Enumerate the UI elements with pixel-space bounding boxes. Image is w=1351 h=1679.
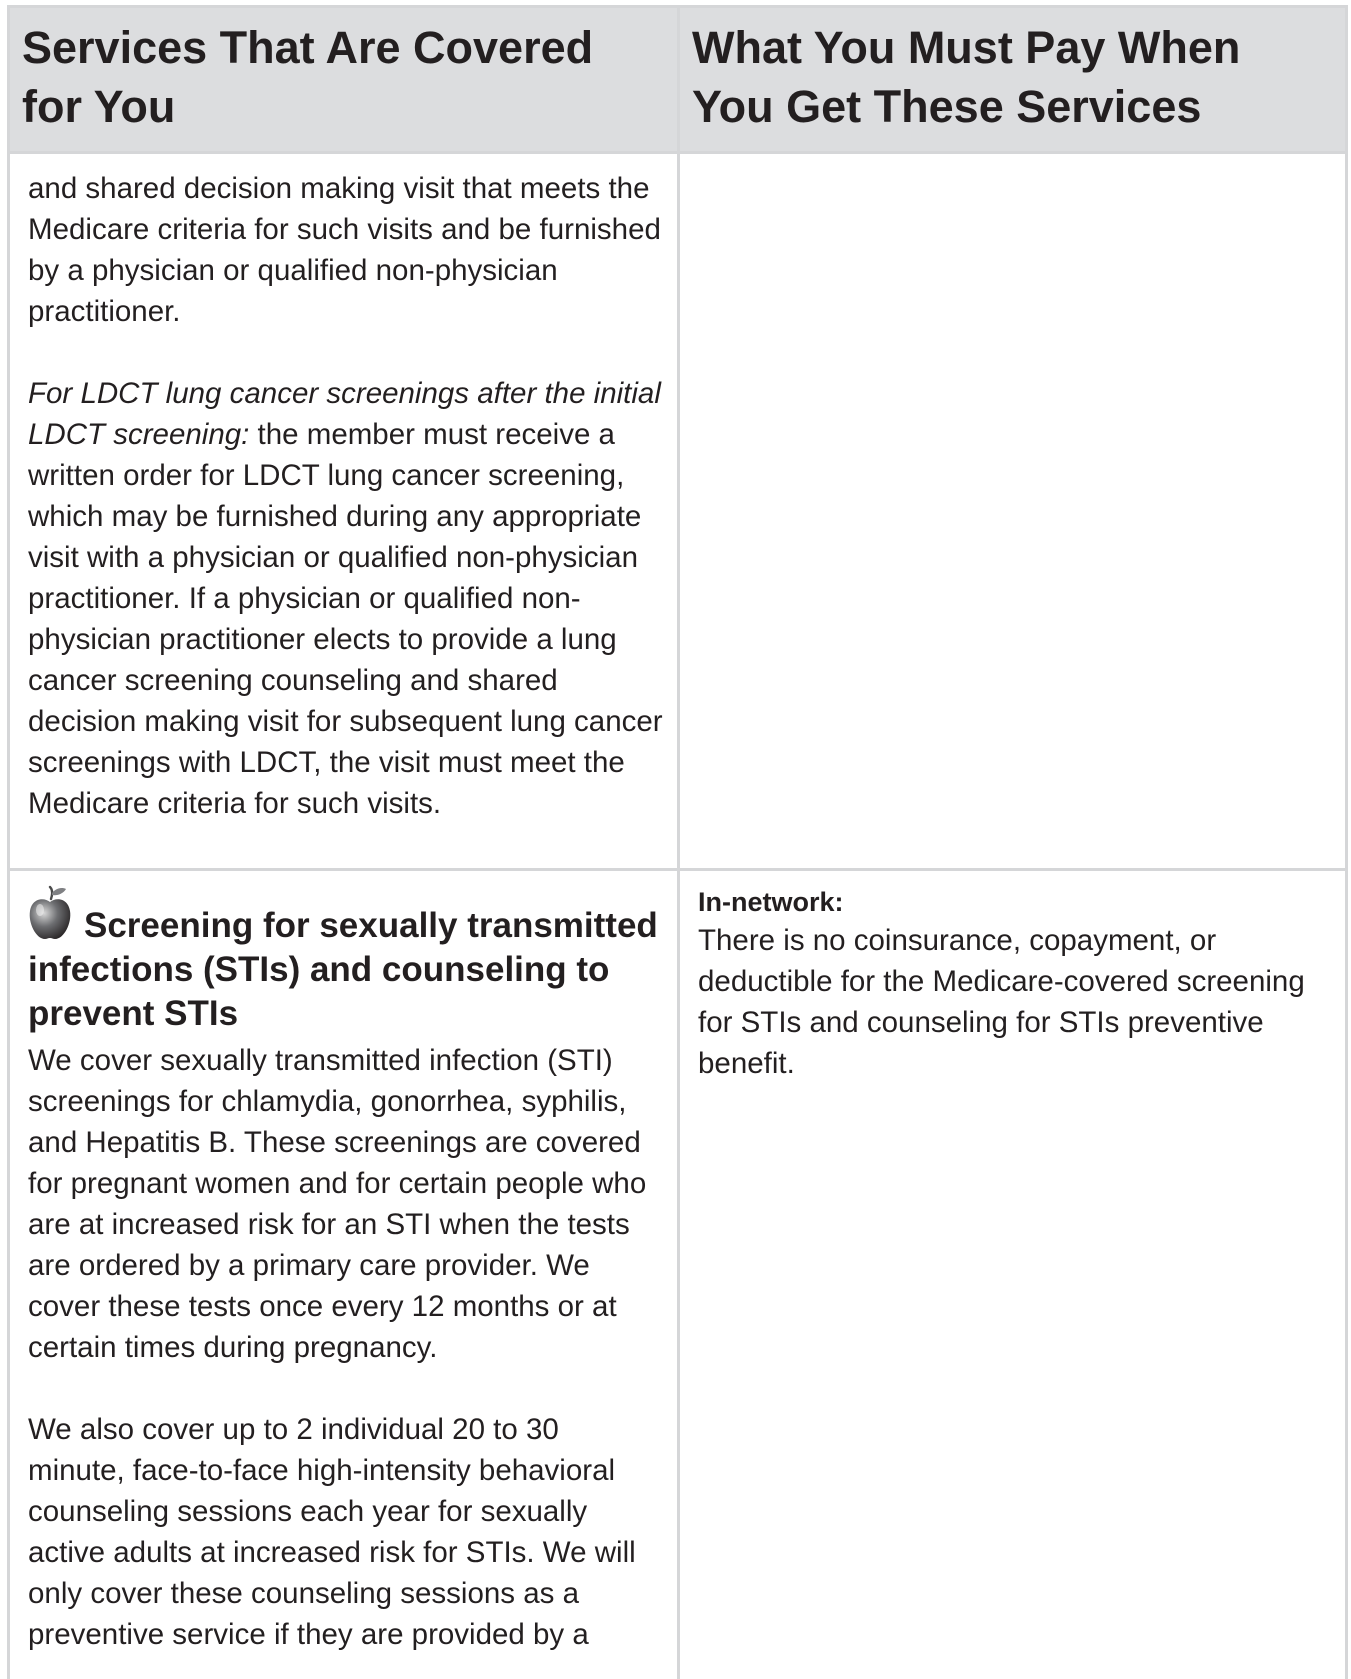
- table-row: [9, 870, 1347, 1679]
- apple-icon: [28, 885, 72, 941]
- payment-description: There is no coinsurance, copayment, or deductible for the Medicare-covered screening for STIs and counseling for STIs preventive benefit.: [698, 924, 1305, 1080]
- table-row: [9, 153, 1347, 870]
- in-network-label: In-network:: [698, 887, 844, 917]
- subsequent-screening-paragraph: [28, 373, 663, 824]
- payment-cell: [679, 870, 1347, 1679]
- services-cell: [9, 153, 679, 870]
- services-cell: [9, 870, 679, 1679]
- counseling-coverage-paragraph: We also cover up to 2 individual 20 to 30 minute, face-to-face high-intensity behavioral counseling sessions each year for sexually active adults at increased risk for STIs. We will only cover these counseling sessions as a preventive service if they are provided by a: [28, 1413, 636, 1651]
- payment-cell-empty: [679, 153, 1347, 870]
- header-row: [9, 7, 1347, 153]
- continued-paragraph: and shared decision making visit that meets the Medicare criteria for such visits and be furnished by a physician or qualified non-physician practitioner.: [28, 172, 661, 328]
- screening-coverage-paragraph: We cover sexually transmitted infection (STI) screenings for chlamydia, gonorrhea, syphilis, and Hepatitis B. These screenings are covered for pregnant women and for certain people who are at increased risk for an STI when the tests are ordered by a primary care provider. We cover these tests once every 12 months or at certain times during pregnancy.: [28, 1044, 647, 1364]
- services-column-header: Services That Are Covered for You: [9, 7, 679, 153]
- payment-column-header: What You Must Pay When You Get These Services: [679, 7, 1347, 153]
- subsequent-screening-text: the member must receive a written order for LDCT lung cancer screening, which may be furnished during any appropriate visit with a physician or qualified non-physician practitioner. If a physician or qualified non-physician practitioner elects to provide a lung cancer screening counseling and shared decision making visit for subsequent lung cancer screenings with LDCT, the visit must meet the Medicare criteria for such visits.: [28, 418, 663, 820]
- service-heading: [28, 885, 663, 1036]
- benefits-table: [7, 5, 1348, 1679]
- service-heading-text: Screening for sexually transmitted infections (STIs) and counseling to prevent STIs: [28, 906, 658, 1033]
- subsequent-screening-lead: For LDCT lung cancer screenings after the initial LDCT screening:: [28, 377, 661, 451]
